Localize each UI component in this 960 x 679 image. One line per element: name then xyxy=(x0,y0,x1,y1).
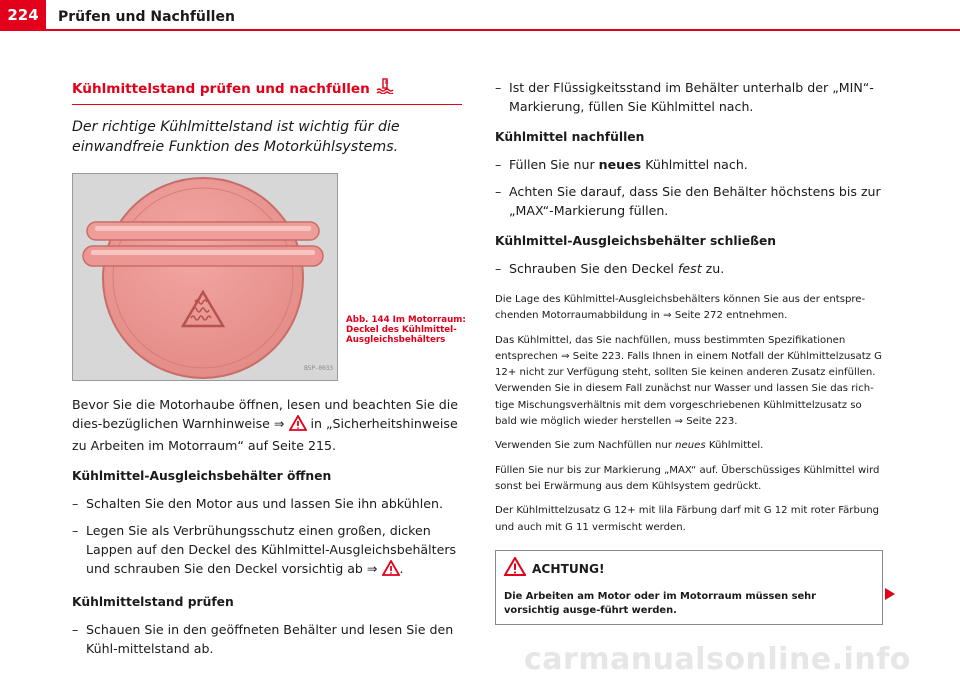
note-text: Verwenden Sie zum Nachfüllen nur xyxy=(495,440,672,452)
section-title-text: Kühlmittelstand prüfen und nachfüllen xyxy=(72,80,370,97)
step-item xyxy=(495,155,885,174)
step-dash: – xyxy=(72,622,79,637)
left-column xyxy=(72,78,466,658)
step-item xyxy=(495,182,885,220)
note-paragraph xyxy=(495,438,885,454)
note-paragraph: Füllen Sie nur bis zur Markierung „MAX“ auf. Überschüssiges Kühlmittel wird sonst bei Erwärmung aus dem Kühlsystem gedrückt. xyxy=(495,464,880,492)
safety-text-end: in „Sicherheitshinweise zu Arbeiten im Motorraum“ auf Seite 215. xyxy=(72,416,458,453)
warning-box-header xyxy=(496,551,882,588)
note-text-end: Kühlmittel. xyxy=(708,440,764,452)
figure-caption-line: Deckel des Kühlmittel- xyxy=(346,325,457,335)
step-text-end: . xyxy=(399,561,404,576)
step-dash: – xyxy=(495,80,502,95)
figure-caption-line: Ausgleichsbehälters xyxy=(346,335,446,345)
heading-refill: Kühlmittel nachfüllen xyxy=(495,130,645,144)
safety-paragraph xyxy=(72,395,462,455)
note-paragraph: Die Lage des Kühlmittel-Ausgleichsbehälters können Sie aus der entspre-chenden Motorraumabbildung in ⇒ Seite 272 entnehmen. xyxy=(495,294,866,322)
step-dash: – xyxy=(495,261,502,276)
step-text: Füllen Sie nur xyxy=(509,157,595,172)
step-item xyxy=(72,494,462,513)
figure-caption-line: Abb. 144 Im Motorraum: xyxy=(346,315,466,325)
step-text: Ist der Flüssigkeitsstand im Behälter unterhalb der „MIN“-Markierung, füllen Sie Kühlmittel nach. xyxy=(509,80,874,114)
section-intro: Der richtige Kühlmittelstand ist wichtig für die einwandfreie Funktion des Motorkühlsystems. xyxy=(72,119,400,155)
step-dash: – xyxy=(72,523,79,538)
step-dash: – xyxy=(72,496,79,511)
warning-body: Die Arbeiten am Motor oder im Motorraum müssen sehr vorsichtig ausge-führt werden. xyxy=(504,590,817,616)
safety-text: Bevor Sie die Motorhaube öffnen, lesen und beachten Sie die dies-bezüglichen Warnhinweise ⇒ xyxy=(72,397,458,431)
warning-triangle-icon xyxy=(504,557,526,582)
coolant-icon xyxy=(376,78,394,100)
step-text: Schauen Sie in den geöffneten Behälter und lesen Sie den Kühl-mittelstand ab. xyxy=(86,622,454,656)
warning-triangle-icon xyxy=(382,560,400,581)
step-text-end: zu. xyxy=(705,261,725,276)
heading-open-reservoir: Kühlmittel-Ausgleichsbehälter öffnen xyxy=(72,469,332,483)
step-emphasis: fest xyxy=(677,261,702,276)
watermark: carmanualsonline.info xyxy=(524,642,911,677)
note-paragraph: Das Kühlmittel, das Sie nachfüllen, muss bestimmten Spezifikationen entsprechen ⇒ Seite 223. Falls Ihnen in einem Notfall der Kühlmittelzusatz G 12+ nicht zur Verfügung steht, sollten Sie keinen anderen Zusatz einfüllen. Verwenden Sie in diesem Fall zunächst nur Wasser und lassen Sie das rich-tige Mischungsverhältnis mit dem vorgeschriebenen Kühlmittelzusatz so bald wie möglich wieder herstellen ⇒ Seite 223. xyxy=(495,334,883,428)
section-title xyxy=(72,78,462,105)
step-dash: – xyxy=(495,184,502,199)
step-item xyxy=(495,259,885,278)
header-rule xyxy=(46,29,960,31)
figure-caption xyxy=(346,315,466,345)
step-text: Schalten Sie den Motor aus und lassen Sie ihn abkühlen. xyxy=(86,496,443,511)
right-column xyxy=(495,78,885,625)
page-header-title: Prüfen und Nachfüllen xyxy=(58,9,235,25)
heading-check-level: Kühlmittelstand prüfen xyxy=(72,595,234,609)
step-bold: neues xyxy=(598,157,642,172)
step-text: Legen Sie als Verbrühungsschutz einen großen, dicken Lappen auf den Deckel des Kühlmittel-Ausgleichsbehälters und schrauben Sie den Deckel vorsichtig ab ⇒ xyxy=(86,523,457,576)
step-item xyxy=(72,521,462,581)
warning-triangle-icon xyxy=(289,415,307,436)
step-text: Schrauben Sie den Deckel xyxy=(509,261,674,276)
next-page-arrow-icon xyxy=(884,586,896,605)
step-text: Achten Sie darauf, dass Sie den Behälter höchstens bis zur „MAX“-Markierung füllen. xyxy=(509,184,881,218)
figure-row xyxy=(72,173,466,381)
figure-code: B5P-0033 xyxy=(304,365,333,372)
heading-close-reservoir: Kühlmittel-Ausgleichsbehälter schließen xyxy=(495,234,777,248)
step-item xyxy=(72,620,462,658)
coolant-cap-figure xyxy=(72,173,338,381)
step-dash: – xyxy=(495,157,502,172)
note-emphasis: neues xyxy=(675,440,706,452)
step-text-end: Kühlmittel nach. xyxy=(645,157,748,172)
warning-title: ACHTUNG! xyxy=(532,561,605,576)
note-paragraph: Der Kühlmittelzusatz G 12+ mit lila Färbung darf mit G 12 mit roter Färbung und auch mit G 11 vermischt werden. xyxy=(495,505,880,533)
step-item xyxy=(495,78,885,116)
warning-box xyxy=(495,550,883,625)
page-number: 224 xyxy=(0,0,46,31)
